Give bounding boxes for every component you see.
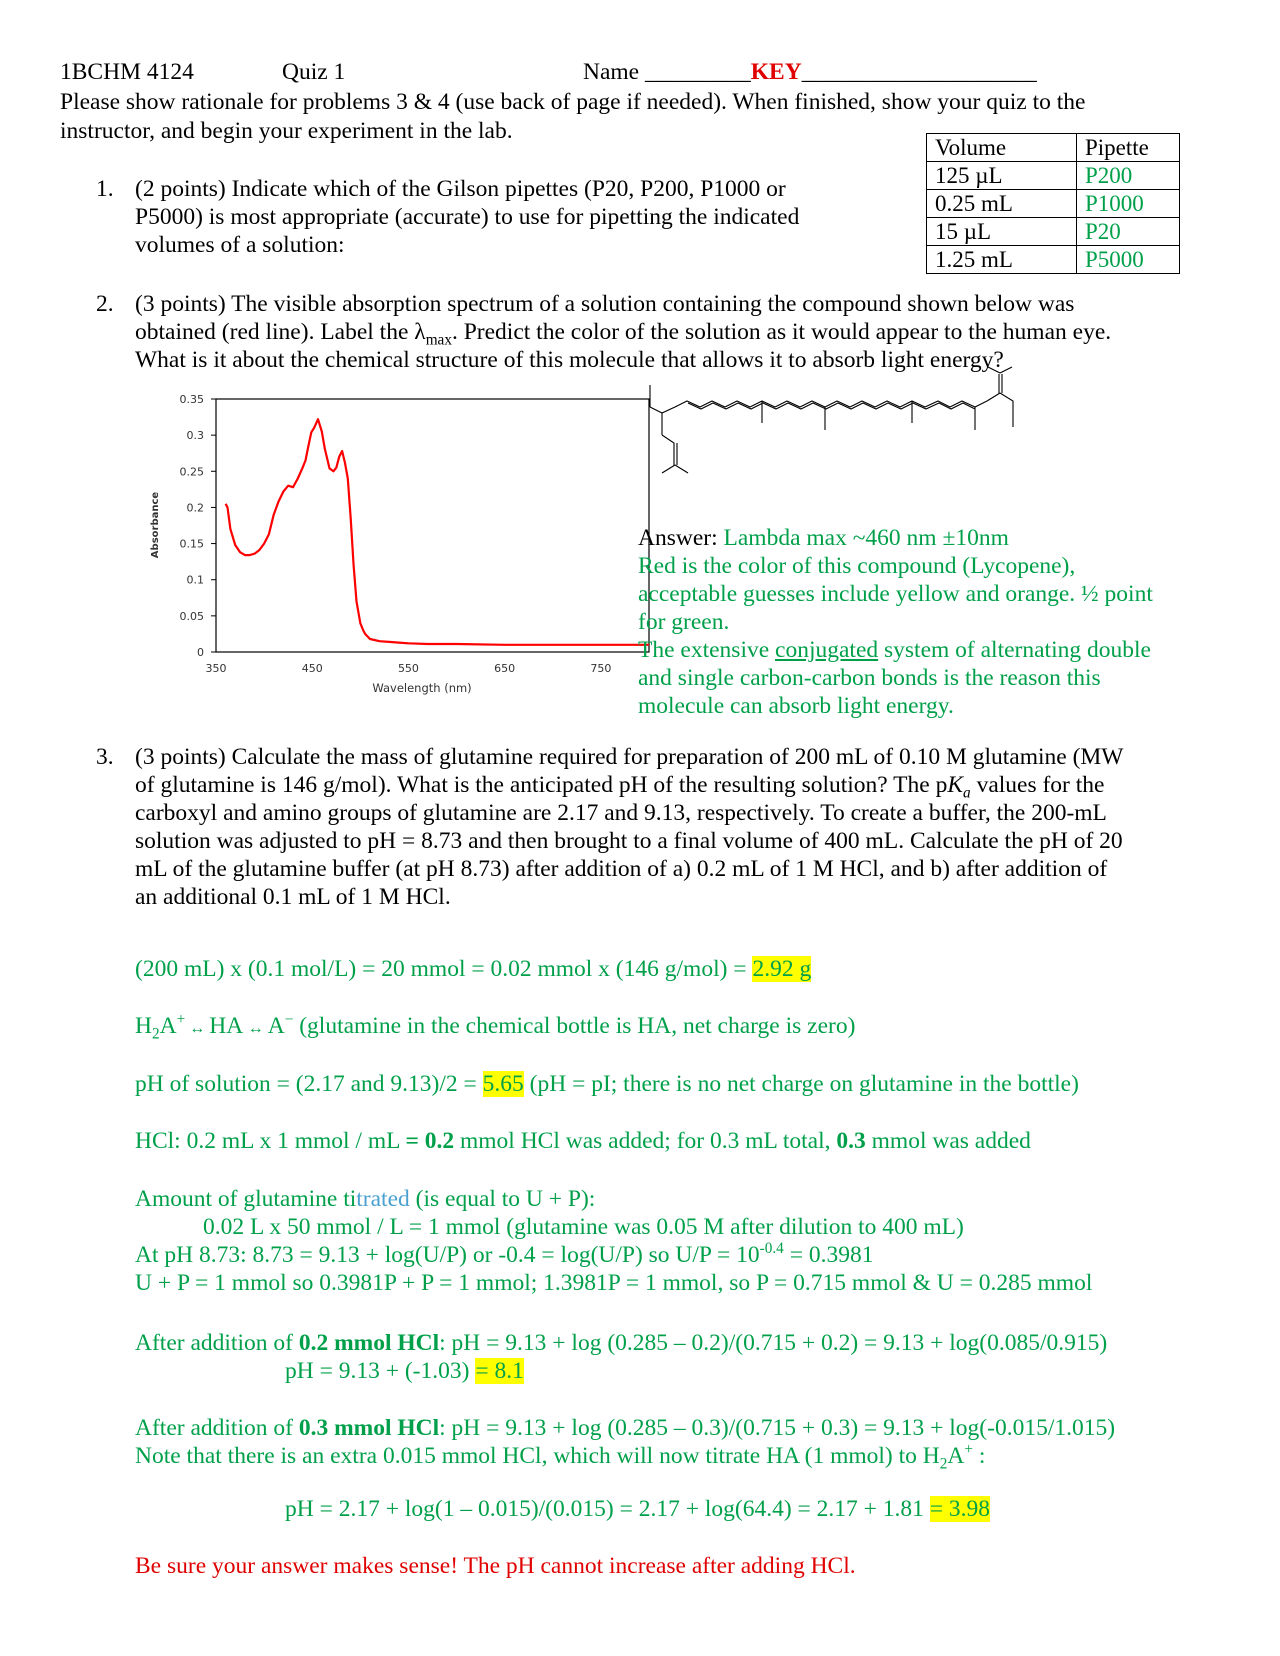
pipette-cell: P200 — [1077, 162, 1180, 190]
ph-calc: pH of solution = (2.17 and 9.13)/2 = — [135, 1071, 483, 1097]
x-tick-label: 650 — [494, 662, 516, 675]
titrated-end: (is equal to U + P): — [409, 1186, 596, 1212]
y-tick-label: 0.35 — [179, 393, 204, 406]
lambda-symbol: λ — [414, 319, 426, 345]
titrated-blue: trated — [356, 1186, 410, 1212]
titration-line4: U + P = 1 mmol so 0.3981P + P = 1 mmol; 1.3981P = 1 mmol, so P = 0.715 mmol & U = 0.285 mmol — [135, 1270, 1093, 1296]
pka-k: K — [947, 772, 964, 798]
q3-line5: mL of the glutamine buffer (at pH 8.73) after addition of a) 0.2 mL of 1 M HCl, and b) after addition of — [135, 856, 1108, 882]
after-0-3-line1 — [135, 1414, 1115, 1442]
q1-number: 1. — [96, 176, 114, 202]
pipette-cell: P1000 — [1077, 190, 1180, 218]
table-row — [927, 162, 1180, 190]
hcl-mid: mmol HCl was added; for 0.3 mL total, — [454, 1128, 837, 1154]
eq-sub2: 2 — [151, 1025, 160, 1043]
y-ticks — [180, 393, 217, 659]
solution-titration — [135, 1185, 1092, 1297]
table-header-row — [927, 134, 1180, 162]
solution-final-ph — [285, 1495, 990, 1523]
after-0-2-line1 — [135, 1329, 1107, 1357]
hcl-0-3: 0.3 — [836, 1128, 866, 1154]
mass-calc: (200 mL) x (0.1 mol/L) = 20 mmol = 0.02 mmol x (146 g/mol) = — [135, 956, 753, 982]
y-tick-label: 0.2 — [186, 501, 204, 515]
y-tick-label: 0.1 — [186, 573, 204, 587]
q3-line2 — [135, 771, 1123, 802]
solution-after-0-2 — [135, 1329, 1107, 1385]
eq-a: A — [159, 1013, 177, 1039]
solution-equilibrium — [135, 1012, 855, 1043]
q1-line1: (2 points) Indicate which of the Gilson pipettes (P20, P200, P1000 or — [135, 176, 786, 202]
titrated-start: Amount of glutamine ti — [135, 1186, 357, 1212]
instructions-line2: instructor, and begin your experiment in the lab. — [60, 118, 513, 144]
answer-line5-start: The extensive — [638, 637, 776, 663]
absorption-spectrum-chart — [140, 385, 650, 695]
final-ph-calc: pH = 2.17 + log(1 – 0.015)/(0.015) = 2.17 + log(64.4) = 2.17 + 1.81 — [285, 1496, 930, 1522]
extra-hcl-colon: : — [972, 1443, 986, 1469]
after-0-2-bold: 0.2 mmol HCl — [298, 1330, 440, 1356]
eq-note: (glutamine in the chemical bottle is HA, net charge is zero) — [293, 1013, 856, 1039]
name-line — [583, 58, 1037, 86]
q3-line4: solution was adjusted to pH = 8.73 and then brought to a final volume of 400 mL. Calculate the pH of 20 — [135, 828, 1123, 854]
name-blank-before: _________ — [645, 59, 751, 85]
answer-label: Answer: — [638, 525, 724, 551]
volume-cell: 0.25 mL — [927, 190, 1077, 218]
y-tick-label: 0.15 — [179, 537, 204, 551]
y-tick-label: 0.3 — [186, 429, 204, 443]
q2-line2 — [135, 318, 1112, 349]
eq-arrow-1: ↔ — [185, 1020, 210, 1037]
eq-h: H — [135, 1013, 152, 1039]
ratio-result: = 0.3981 — [783, 1242, 874, 1268]
quiz-title: Quiz 1 — [282, 59, 346, 85]
solution-hcl — [135, 1127, 1031, 1155]
answer-line2: Red is the color of this compound (Lycopene), — [638, 553, 1076, 579]
after-0-3-line2 — [135, 1441, 1115, 1473]
q3-line1: (3 points) Calculate the mass of glutamine required for preparation of 200 mL of 0.10 M glutamine (MW — [135, 744, 1124, 770]
final-ph-answer: = 3.98 — [929, 1496, 991, 1522]
after-0-3-label: After addition of — [135, 1415, 299, 1441]
pipette-cell: P5000 — [1077, 246, 1180, 274]
q2-line3: What is it about the chemical structure of this molecule that allows it to absorb light energy? — [135, 347, 1004, 373]
eq-aminus: A — [267, 1013, 285, 1039]
after-0-3-bold: 0.3 mmol HCl — [298, 1415, 440, 1441]
q2-line1: (3 points) The visible absorption spectrum of a solution containing the compound shown below was — [135, 291, 1075, 317]
q3-line2-end: values for the — [970, 772, 1105, 798]
q1-text — [135, 175, 799, 259]
ph-note: (pH = pI; there is no net charge on glutamine in the bottle) — [523, 1071, 1079, 1097]
volume-cell: 125 µL — [927, 162, 1077, 190]
answer-line4: for green. — [638, 609, 730, 635]
course-code: 1BCHM 4124 — [60, 59, 194, 85]
answer-lambda-max: Lambda max ~460 nm ±10nm — [723, 525, 1009, 551]
hcl-end: mmol was added — [865, 1128, 1031, 1154]
q2-answer — [638, 524, 1153, 720]
after-0-2-calc: : pH = 9.13 + log (0.285 – 0.2)/(0.715 + 0.2) = 9.13 + log(0.085/0.915) — [439, 1330, 1108, 1356]
answer-line3: acceptable guesses include yellow and orange. ½ point — [638, 581, 1153, 607]
q3-number: 3. — [96, 744, 114, 770]
lambda-max-sub: max — [425, 331, 452, 349]
solution-after-0-3 — [135, 1414, 1116, 1473]
q3-line6: an additional 0.1 mL of 1 M HCl. — [135, 884, 451, 910]
answer-line5-end: system of alternating double — [878, 637, 1151, 663]
titration-line1 — [135, 1185, 1092, 1213]
extra-hcl-a: A — [947, 1443, 965, 1469]
x-ticks — [206, 662, 612, 675]
volume-cell: 15 µL — [927, 218, 1077, 246]
q2-text — [135, 290, 1111, 374]
conjugated-word: conjugated — [775, 637, 879, 663]
titration-line2: 0.02 L x 50 mmol / L = 1 mmol (glutamine was 0.05 M after dilution to 400 mL) — [203, 1214, 964, 1240]
after-0-2-label: After addition of — [135, 1330, 299, 1356]
pka-sub: a — [963, 784, 971, 802]
instructions-line1: Please show rationale for problems 3 & 4 (use back of page if needed). When finished, show your quiz to the — [60, 89, 1086, 115]
solution-mass — [135, 955, 811, 983]
answer-line7: molecule can absorb light energy. — [638, 693, 954, 719]
y-tick-label: 0 — [197, 646, 204, 659]
y-axis-label: Absorbance — [150, 491, 161, 559]
q1-line2: P5000) is most appropriate (accurate) to use for pipetting the indicated — [135, 204, 800, 230]
table-header-pipette: Pipette — [1077, 134, 1180, 162]
table-row — [927, 246, 1180, 274]
eq-arrow-2: ↔ — [247, 1020, 268, 1037]
extra-hcl-sub: 2 — [939, 1455, 948, 1473]
q3-text — [135, 743, 1123, 911]
after-0-2-answer: = 8.1 — [475, 1358, 524, 1384]
extra-hcl-plus: + — [964, 1441, 973, 1459]
eq-ha: HA — [209, 1013, 248, 1039]
after-0-2-result-calc: pH = 9.13 + (-1.03) — [285, 1358, 476, 1384]
volume-cell: 1.25 mL — [927, 246, 1077, 274]
ratio-calc: At pH 8.73: 8.73 = 9.13 + log(U/P) or -0.4 = log(U/P) so U/P = 10 — [135, 1242, 760, 1268]
table-header-volume: Volume — [927, 134, 1077, 162]
eq-minus: − — [284, 1011, 294, 1029]
extra-hcl-note: Note that there is an extra 0.015 mmol HCl, which will now titrate HA (1 mmol) to H — [135, 1443, 940, 1469]
name-label: Name — [583, 59, 645, 85]
table-row — [927, 190, 1180, 218]
ratio-exponent: -0.4 — [759, 1240, 784, 1258]
q1-line3: volumes of a solution: — [135, 232, 345, 258]
solution-ph — [135, 1070, 1079, 1098]
lycopene-structure — [640, 365, 1040, 505]
x-tick-label: 350 — [205, 662, 227, 675]
answer-line1 — [638, 524, 1153, 552]
q2-line2-end: . Predict the color of the solution as it would appear to the human eye. — [451, 319, 1112, 345]
table-row — [927, 218, 1180, 246]
ph-answer: 5.65 — [482, 1071, 524, 1097]
q3-line3: carboxyl and amino groups of glutamine are 2.17 and 9.13, respectively. To create a buffer, the 200-mL — [135, 800, 1107, 826]
answer-line6: and single carbon-carbon bonds is the reason this — [638, 665, 1101, 691]
q2-number: 2. — [96, 291, 114, 317]
after-0-3-calc: : pH = 9.13 + log (0.285 – 0.3)/(0.715 + 0.3) = 9.13 + log(-0.015/1.015) — [439, 1415, 1116, 1441]
plot-area — [216, 399, 649, 652]
titration-line3 — [135, 1241, 1092, 1269]
mass-answer: 2.92 g — [752, 956, 812, 982]
x-tick-label: 550 — [397, 662, 419, 675]
name-blank-after: ____________________ — [801, 59, 1037, 85]
warning-note: Be sure your answer makes sense! The pH cannot increase after adding HCl. — [135, 1553, 856, 1579]
pipette-table — [926, 133, 1180, 274]
name-key: KEY — [750, 59, 802, 85]
spectrum-line — [226, 419, 649, 645]
x-tick-label: 450 — [301, 662, 323, 675]
q3-line2-start: of glutamine is 146 g/mol). What is the anticipated pH of the resulting solution? The p — [135, 772, 948, 798]
q2-line2-start: obtained (red line). Label the — [135, 319, 415, 345]
x-tick-label: 750 — [590, 662, 612, 675]
molecule-skeleton — [650, 367, 1013, 473]
answer-line5 — [638, 636, 1153, 664]
hcl-0-2: = 0.2 — [405, 1128, 455, 1154]
x-axis-label: Wavelength (nm) — [372, 681, 472, 695]
pipette-cell: P20 — [1077, 218, 1180, 246]
y-tick-label: 0.25 — [179, 465, 204, 479]
eq-plus: + — [176, 1011, 186, 1029]
after-0-2-line2 — [135, 1357, 1107, 1385]
hcl-calc: HCl: 0.2 mL x 1 mmol / mL — [135, 1128, 406, 1154]
y-tick-label: 0.05 — [179, 609, 204, 623]
